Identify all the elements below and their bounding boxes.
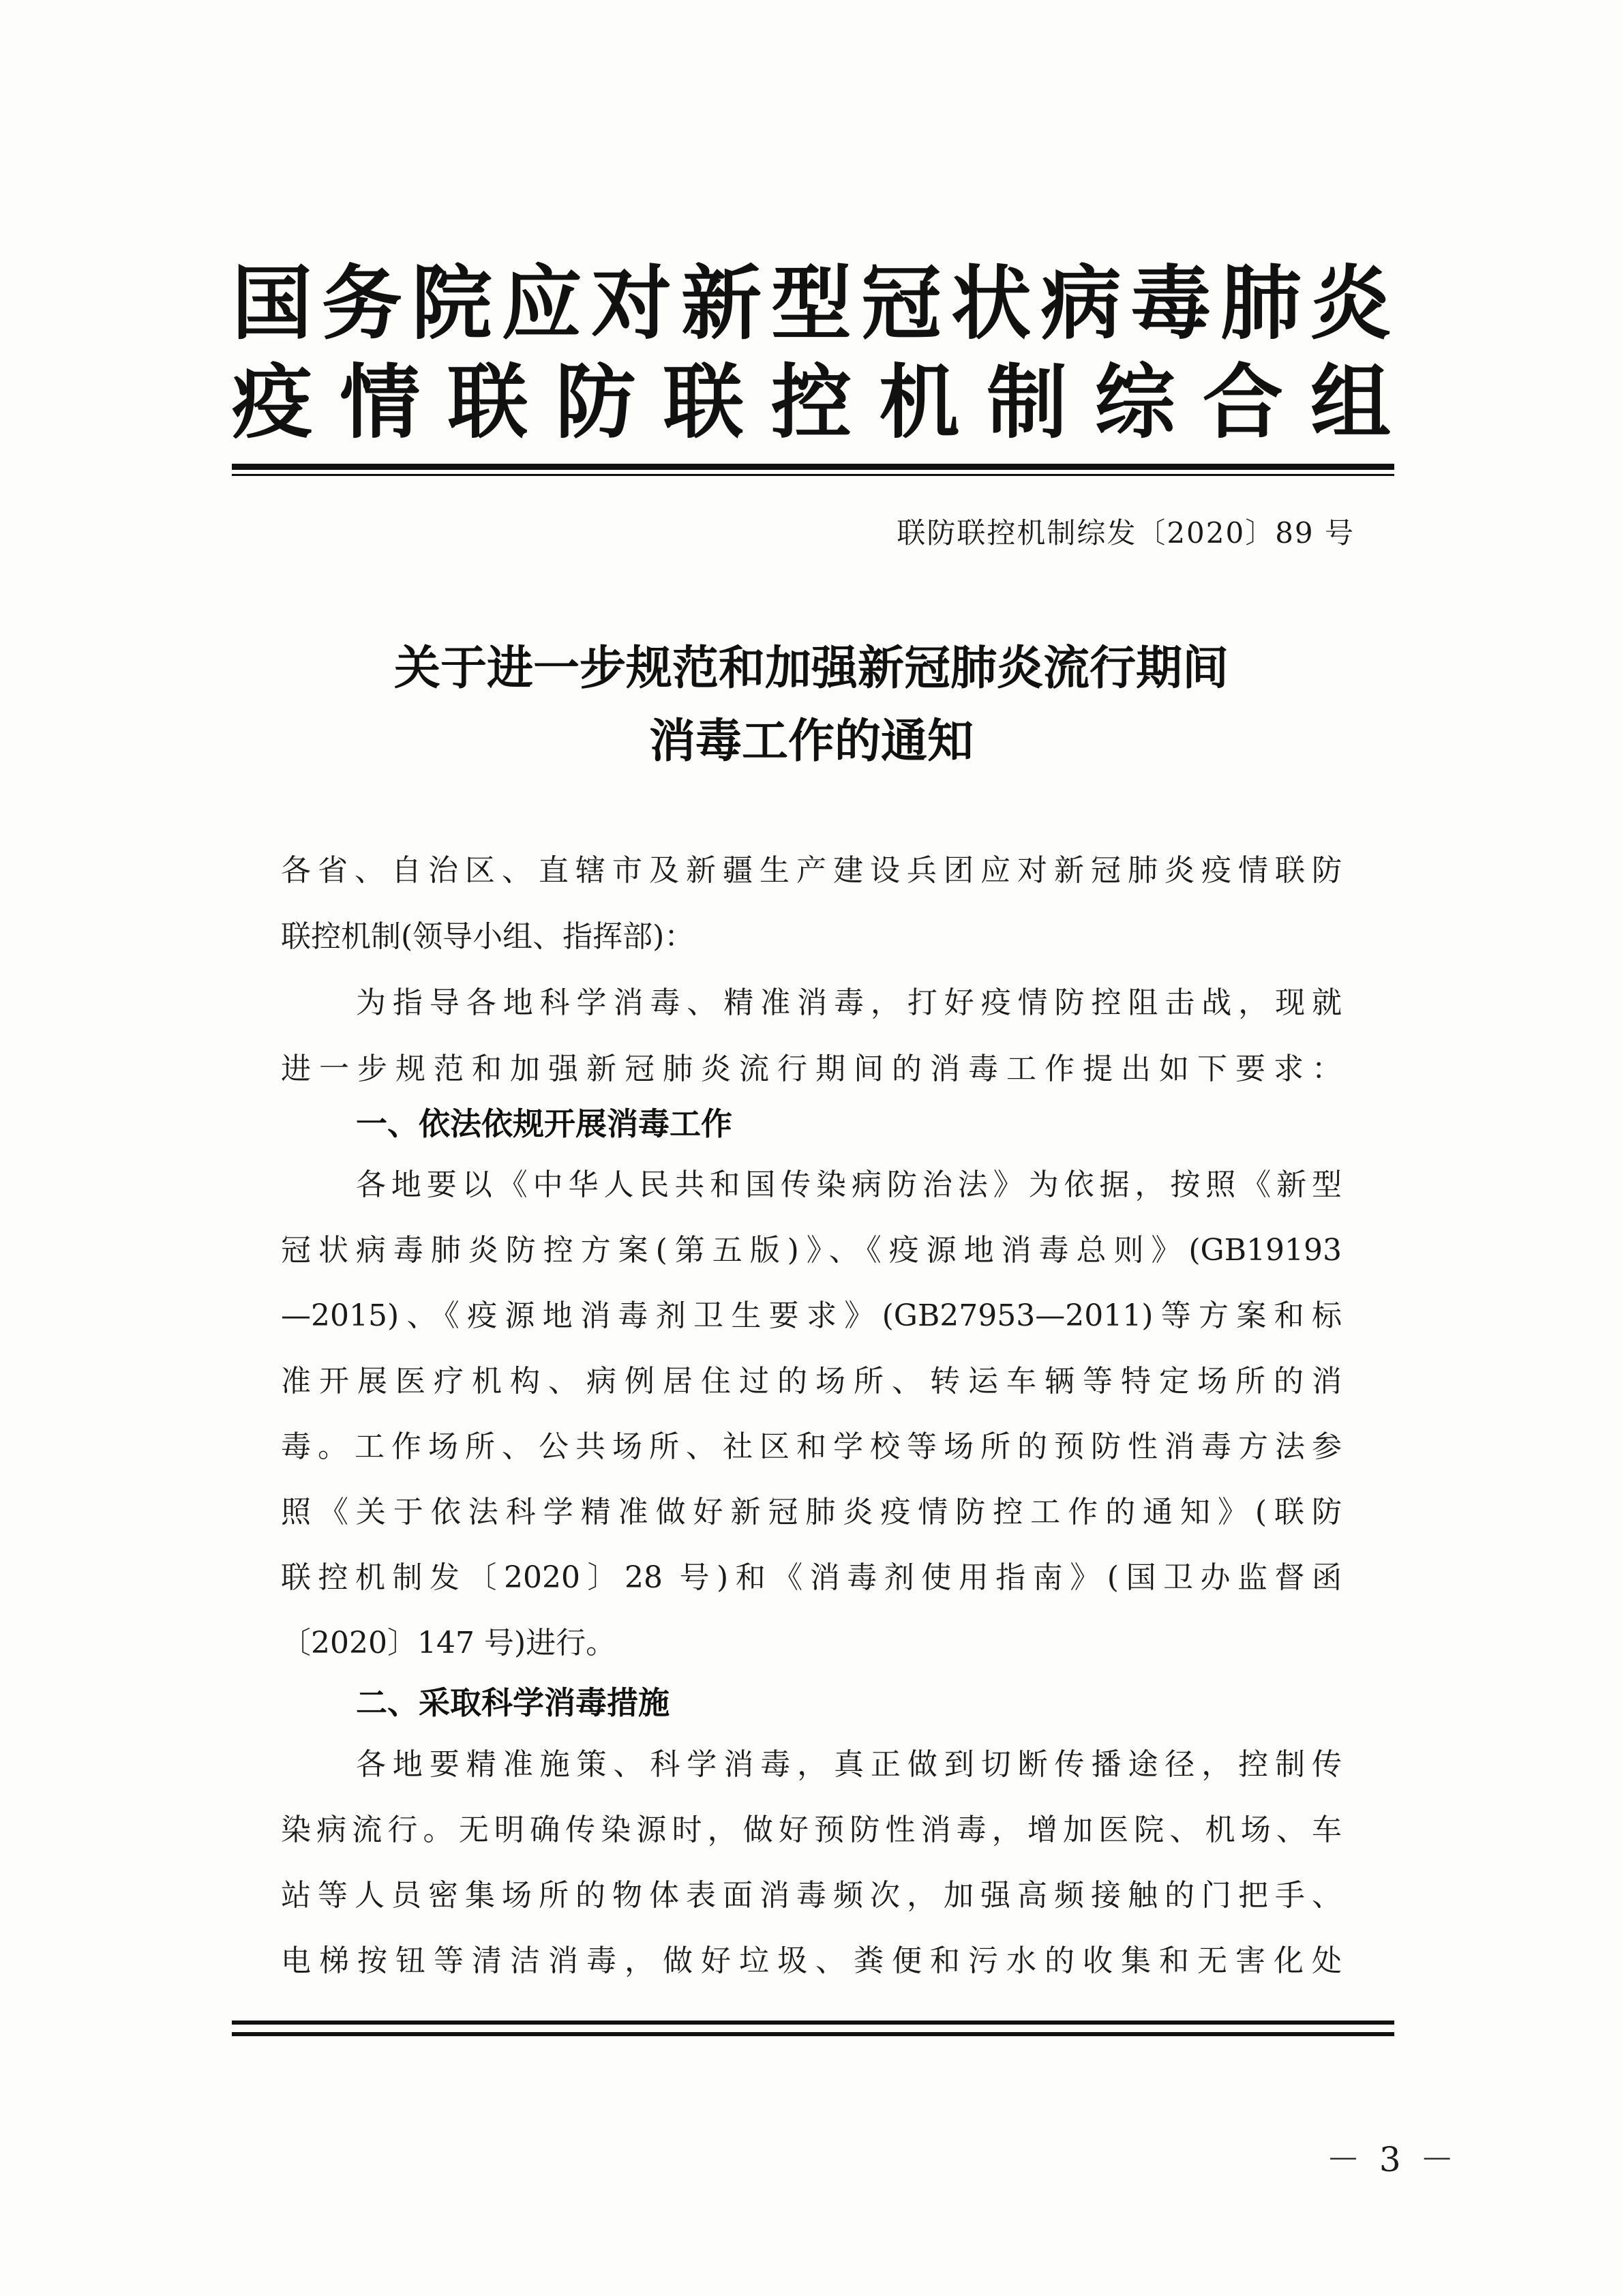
section-2-paragraph-line: 染病流行。无明确传染源时，做好预防性消毒，增加医院、机场、车: [281, 1813, 1342, 1847]
page-number: － 3 －: [1326, 2140, 1458, 2179]
section-2-heading: 二、采取科学消毒措施: [356, 1684, 670, 1721]
addressee-line-1: 各省、自治区、直辖市及新疆生产建设兵团应对新冠肺炎疫情联防: [281, 853, 1342, 888]
footer-rule-thick: [232, 2021, 1394, 2025]
section-1-paragraph-line: 照《关于依法科学精准做好新冠肺炎疫情防控工作的通知》(联防: [281, 1495, 1342, 1530]
section-1-paragraph-line: 联控机制发〔2020〕28 号)和《消毒剂使用指南》(国卫办监督函: [281, 1560, 1342, 1595]
section-1-paragraph-line: 冠状病毒肺炎防控方案(第五版)》、《疫源地消毒总则》(GB19193: [281, 1233, 1342, 1268]
section-1-paragraph-line: 各地要以《中华人民共和国传染病防治法》为依据，按照《新型: [356, 1167, 1342, 1202]
masthead-line-1: 国务院应对新型冠状病毒肺炎: [232, 256, 1391, 351]
footer-rule-second: [232, 2032, 1394, 2036]
intro-line-1: 为指导各地科学消毒、精准消毒，打好疫情防控阻击战，现就: [356, 985, 1342, 1020]
masthead-rule-thin: [232, 474, 1394, 476]
document-number: 联防联控机制综发〔2020〕89 号: [897, 516, 1355, 550]
addressee-line-2: 联控机制(领导小组、指挥部)：: [281, 919, 695, 954]
section-2-paragraph-line: 各地要精准施策、科学消毒，真正做到切断传播途径，控制传: [356, 1747, 1342, 1782]
section-1-heading: 一、依法依规开展消毒工作: [356, 1105, 732, 1142]
intro-line-2: 进一步规范和加强新冠肺炎流行期间的消毒工作提出如下要求：: [281, 1052, 1342, 1086]
notice-title-line-1: 关于进一步规范和加强新冠肺炎流行期间: [393, 641, 1229, 696]
section-2-paragraph-line: 电梯按钮等清洁消毒，做好垃圾、粪便和污水的收集和无害化处: [281, 1943, 1342, 1978]
section-1-paragraph-line: —2015)、《疫源地消毒剂卫生要求》(GB27953—2011)等方案和标: [281, 1298, 1342, 1333]
notice-title-line-2: 消毒工作的通知: [648, 714, 974, 769]
section-1-paragraph-line: 〔2020〕147 号)进行。: [281, 1626, 616, 1660]
section-2-paragraph-line: 站等人员密集场所的物体表面消毒频次，加强高频接触的门把手、: [281, 1878, 1342, 1913]
section-1-paragraph-line: 准开展医疗机构、病例居住过的场所、转运车辆等特定场所的消: [281, 1364, 1342, 1399]
masthead-line-2: 疫情联防联控机制综合组: [232, 355, 1391, 449]
section-1-paragraph-line: 毒。工作场所、公共场所、社区和学校等场所的预防性消毒方法参: [281, 1429, 1342, 1464]
masthead-rule-thick: [232, 464, 1394, 470]
